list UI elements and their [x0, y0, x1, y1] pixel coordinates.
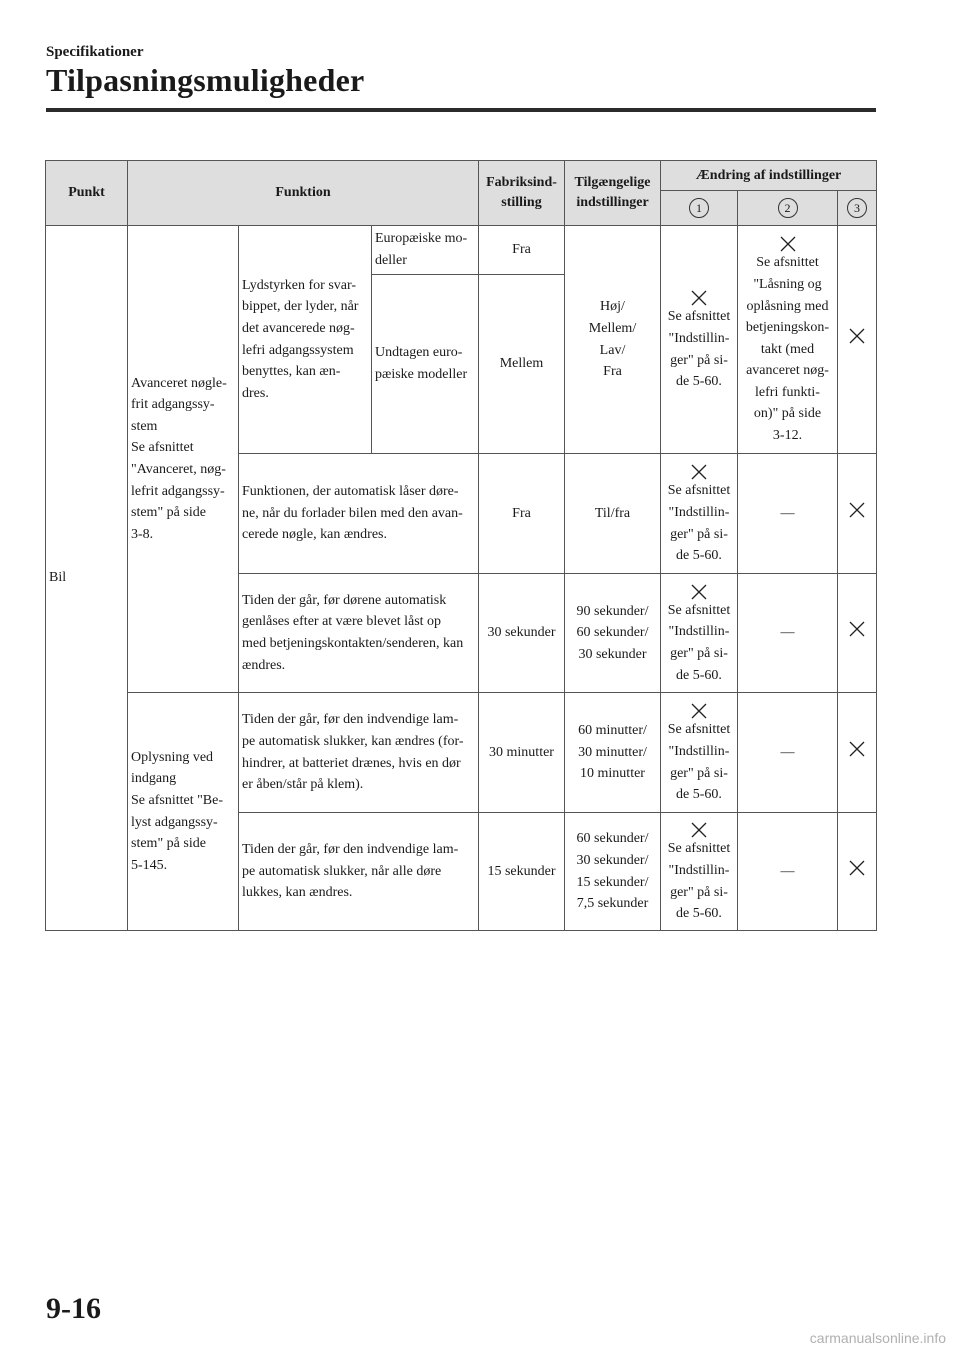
method1-ref-row2: Se afsnittet "Indstillin- ger" på si- de 5-60. [667, 483, 731, 564]
method2-dash-row5: — [738, 813, 838, 931]
cross-icon [691, 464, 707, 480]
punkt-noglefri: Avanceret nøgle- frit adgangssy- stem Se afsnittet "Avanceret, nøg- lefrit adgangssy- stem" på side 3-8. [128, 226, 239, 693]
method3-cell-row5 [838, 813, 877, 931]
col-header-punkt: Punkt [46, 161, 128, 226]
cross-icon [849, 741, 865, 757]
cross-icon [691, 822, 707, 838]
cross-icon [691, 290, 707, 306]
options-autolaas: Til/fra [565, 454, 661, 574]
col-header-tilgaengelige: Tilgængelige indstillinger [565, 161, 661, 226]
method1-cell-row2 [661, 454, 738, 574]
circled-1-icon: 1 [689, 198, 709, 218]
method1-cell-row1 [661, 226, 738, 454]
col-header-fabriksindstilling: Fabriksind- stilling [479, 161, 565, 226]
method1-cell-row3 [661, 574, 738, 693]
options-lampe-aaben: 60 minutter/ 30 minutter/ 10 minutter [565, 693, 661, 813]
method2-ref-row1: Se afsnittet "Låsning og oplåsning med betjeningskon- takt (med avanceret nøg- lefri funkti- on)" på side 3-12. [745, 255, 830, 444]
options-lampe-lukket: 60 sekunder/ 30 sekunder/ 15 sekunder/ 7,5 sekunder [565, 813, 661, 931]
func-lampe-aaben: Tiden der går, før den indvendige lam- pe automatisk slukker, kan ændres (for- hindrer, at batteriet drænes, hvis en dør er åben/står på klem). [239, 693, 479, 813]
customization-table [45, 160, 877, 931]
cross-icon [691, 584, 707, 600]
method2-dash-row2: — [738, 454, 838, 574]
func-autolaas: Funktionen, der automatisk låser døre- ne, når du forlader bilen med den avan- cerede nøgle, kan ændres. [239, 454, 479, 574]
col-header-funktion: Funktion [128, 161, 479, 226]
method2-dash-row4: — [738, 693, 838, 813]
punkt-oplysning: Oplysning ved indgang Se afsnittet "Be- lyst adgangssy- stem" på side 5-145. [128, 693, 239, 931]
col-header-method-3 [838, 191, 877, 226]
cross-icon [849, 328, 865, 344]
col-header-aendring: Ændring af indstillinger [661, 161, 877, 191]
page-number: 9-16 [46, 1292, 101, 1325]
options-lydstyrke: Høj/ Mellem/ Lav/ Fra [565, 226, 661, 454]
method1-cell-row5 [661, 813, 738, 931]
method1-cell-row4 [661, 693, 738, 813]
col-header-method-1 [661, 191, 738, 226]
method2-dash-row3: — [738, 574, 838, 693]
circled-3-icon: 3 [847, 198, 867, 218]
cross-icon [780, 236, 796, 252]
method3-cell-row2 [838, 454, 877, 574]
func-genlaas: Tiden der går, før dørene automatisk genlåses efter at være blevet låst op med betjeningskontakten/senderen, kan ændres. [239, 574, 479, 693]
watermark: carmanualsonline.info [809, 1330, 946, 1346]
variant-europaeiske: Europæiske mo- deller [372, 226, 479, 275]
default-lampe-lukket: 15 sekunder [479, 813, 565, 931]
default-genlaas: 30 sekunder [479, 574, 565, 693]
default-autolaas: Fra [479, 454, 565, 574]
col-header-method-2 [738, 191, 838, 226]
func-lydstyrke: Lydstyrken for svar- bippet, der lyder, når det avancerede nøg- lefri adgangssystem benyttes, kan æn- dres. [239, 226, 372, 454]
func-lampe-lukket: Tiden der går, før den indvendige lam- pe automatisk slukker, når alle døre lukkes, kan ændres. [239, 813, 479, 931]
default-undtagen: Mellem [479, 275, 565, 454]
method3-cell-row3 [838, 574, 877, 693]
options-genlaas: 90 sekunder/ 60 sekunder/ 30 sekunder [565, 574, 661, 693]
method3-cell-row1 [838, 226, 877, 454]
method1-ref-row1: Se afsnittet "Indstillin- ger" på si- de 5-60. [667, 309, 731, 390]
cross-icon [849, 860, 865, 876]
method1-ref-row3: Se afsnittet "Indstillin- ger" på si- de 5-60. [667, 602, 731, 683]
method3-cell-row4 [838, 693, 877, 813]
cross-icon [849, 502, 865, 518]
default-europaeiske: Fra [479, 226, 565, 275]
punkt-bil: Bil [46, 226, 128, 931]
variant-undtagen: Undtagen euro- pæiske modeller [372, 275, 479, 454]
cross-icon [691, 703, 707, 719]
cross-icon [849, 621, 865, 637]
page-title: Tilpasningsmuligheder [46, 62, 365, 98]
title-rule [46, 108, 876, 112]
method2-cell-row1 [738, 226, 838, 454]
method1-ref-row5: Se afsnittet "Indstillin- ger" på si- de 5-60. [667, 841, 731, 922]
default-lampe-aaben: 30 minutter [479, 693, 565, 813]
section-label: Specifikationer [46, 44, 144, 60]
circled-2-icon: 2 [778, 198, 798, 218]
method1-ref-row4: Se afsnittet "Indstillin- ger" på si- de 5-60. [667, 722, 731, 803]
